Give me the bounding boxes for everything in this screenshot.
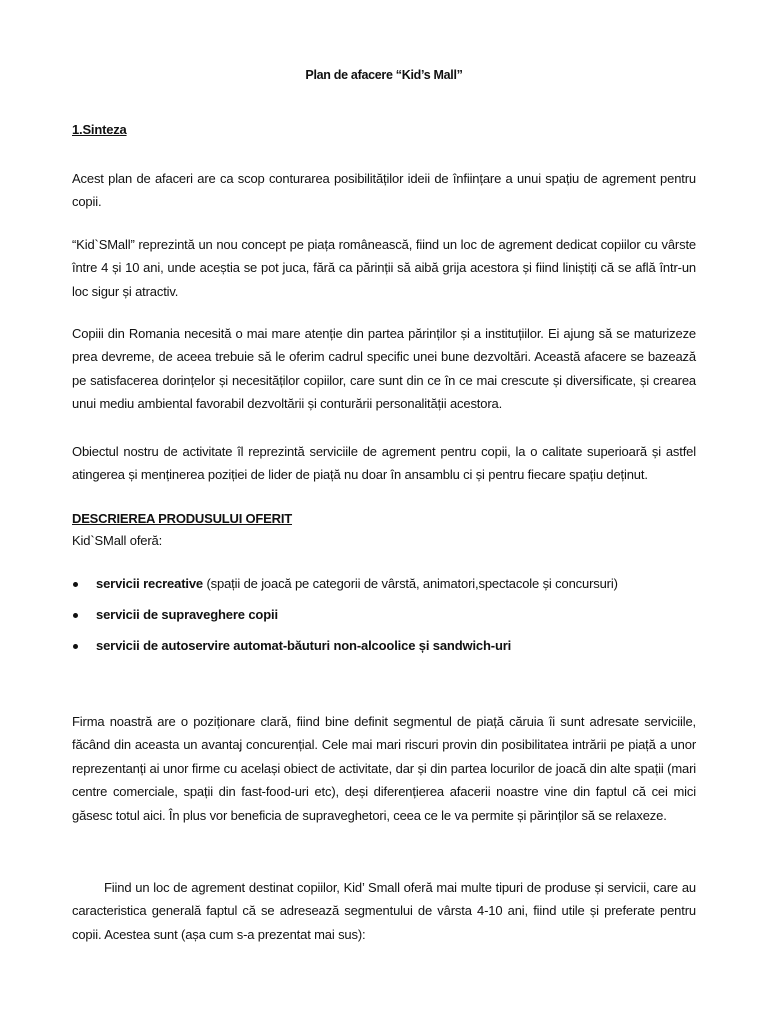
paragraph-children-needs: Copiii din Romania necesită o mai mare atenție din partea părinților și a instituțiilor. Ei ajung să se maturizeze prea devreme, de aceea trebuie să le oferim cadrul specific unei bune dezvoltări. Această afacere se bazează pe satisfacerea dorințelor și necesităților copiilor, care sunt din ce în ce mai crescute și diversificate, și crearea unui mediu ambiental favorabil dezvoltării și conturării personalității acestora. [72, 326, 696, 412]
paragraph-concept: “Kid`SMall” reprezintă un nou concept pe piața românească, fiind un loc de agrement dedicat copiilor cu vârste între 4 și 10 ani, unde aceștia se pot juca, fără ca părinții să aibă grija acestora și fiind liniștiți că se află într-un loc sigur și atractiv. [72, 237, 696, 299]
bullet-icon [73, 644, 78, 649]
paragraph-positioning: Firma noastră are o poziționare clară, fiind bine definit segmentul de piață căruia îi sunt adresate serviciile, făcând din aceasta un avantaj concurențial. Cele mai mari riscuri provin din posibilitatea intrării pe piață a unor reprezentanți ai unor firme cu același obiect de activitate, dar și din partea locurilor de joacă din alte spații (mari centre comerciale, spații din fast-food-uri etc), deși diferențierea afacerii noastre vine din faptul că cei mici găsesc totul aici. În plus vor beneficia de supraveghetori, ceea ce le va permite și părinților să se relaxeze. [72, 714, 696, 823]
bullet-icon [73, 613, 78, 618]
section-heading-product-description: DESCRIEREA PRODUSULUI OFERIT [72, 511, 292, 526]
paragraph-products: Fiind un loc de agrement destinat copiilor, Kid’ Small oferă mai multe tipuri de produse și servicii, care au caracteristica generală faptul că se adresează segmentului de vârsta 4-10 ani, fiind utile și preferate pentru copii. Acestea sunt (așa cum s-a prezentat mai sus): [72, 880, 696, 942]
list-item-bold: servicii de supraveghere copii [96, 607, 278, 622]
offer-intro: Kid`SMall oferă: [72, 533, 163, 548]
list-item-bold: servicii recreative [96, 576, 204, 591]
document-title: Plan de afacere “Kid’s Mall” [305, 68, 463, 82]
list-item-bold: servicii de autoservire automat-băuturi non-alcoolice și sandwich-uri [96, 638, 512, 653]
paragraph-activity-object: Obiectul nostru de activitate îl reprezintă serviciile de agrement pentru copii, la o calitate superioară și astfel atingerea și menținerea poziției de lider de piață nu doar în ansamblu ci și pentru fiecare spațiu deținut. [72, 444, 696, 483]
paragraph-scope: Acest plan de afaceri are ca scop conturarea posibilităților ideii de înființare a unui spațiu de agrement pentru copii. [72, 171, 696, 210]
section-heading-sinteza: 1.Sinteza [72, 122, 127, 137]
bullet-icon [73, 582, 78, 587]
list-item-rest: (spații de joacă pe categorii de vârstă, animatori,spectacole și concursuri) [203, 576, 618, 591]
